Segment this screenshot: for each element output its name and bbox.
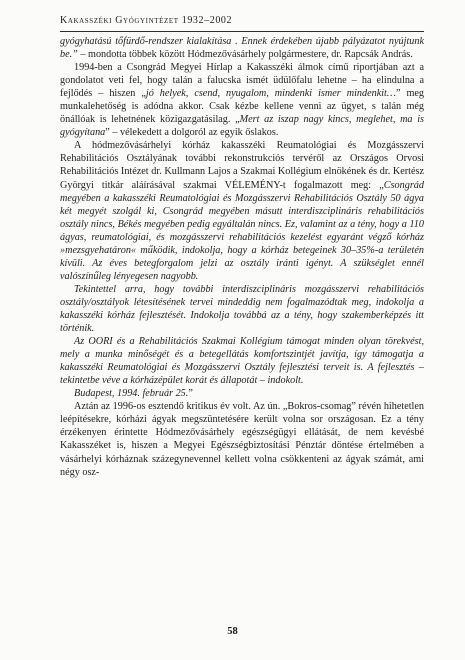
paragraph <box>60 335 424 387</box>
text-run: Aztán az 1996-os esztendő kritikus év volt. Az ún. „Bokros-csomag” révén hihetetlen leépítésekre, kórházi ágyak megszüntetésére került volna sor országosan. Ez a tény érzékenyen érintette Hódmezővásárhely egészségügyi ellátását, de nem kevésbé Kakasszéket is, hiszen a Megyei Egészségbiztosítási Pénztár döntése értelmében a vásárhelyi kórháznak százegynevennel kellett volna csökkenteni az ágyak számát, ami négy osz- <box>60 401 424 478</box>
italic-text: Tekintettel arra, hogy további interdiszciplináris mozgásszervi rehabilitációs osztály/osztályok létesítésének tervei mindeddig nem fogalmazódtak meg, indokolja a kakasszéki kórház fejlesztését. Indokolja továbbá az a tény, hogy szakemberképzés itt történik. <box>60 283 424 335</box>
paragraph <box>60 35 424 61</box>
text-run: A hódmezővásárhelyi kórház kakasszéki Reumatológiai és Mozgásszervi Rehabilitációs Osztályának további rekonstrukciós tervéről az Országos Orvosi Rehabilitációs Intézet dr. Kullmann Lajos a Szakmai Kollégium elnökének és dr. Kertész Györgyi titkár aláírásával szakmai VÉLEMÉNY-t fogalmazott meg: „ <box>60 140 424 191</box>
body-text <box>60 35 424 479</box>
text-run: ” <box>188 388 193 400</box>
italic-text: Mert az iszap nagy kincs, meglehet, ma is gyógyítana <box>60 114 424 139</box>
paragraph <box>60 400 424 478</box>
header-rule <box>60 31 424 32</box>
italic-text: Csongrád megyében a kakasszéki Reumatológiai és Mozgásszervi Rehabilitációs Osztály 50 ágya két megyét szolgál ki, Csongrád megyében másutt interdiszciplináris rehabilitációs osztály nincs, Békés megyében pedig egyáltalán nincs. Ez, valamint az a tény, hogy a 110 ágyas, reumatológiai, és mozgásszervi rehabilitációs kezelést egyaránt végző kórház »mezsgyehatáron« működik, indokolja, hogy a kórház betegeinek 30–35%-a területén kívüli. Az éves betegforgalom jelzi az osztály iránti igényt. A szükséglet ennél valószínűleg lényegesen nagyobb. <box>60 179 424 282</box>
text-run: ” meg munkalehetőség is adódna akkor. Csak kézbe kellene venni az ügyet, s talán még önállóak is lehetnének közigazgatásilag. „ <box>60 88 425 126</box>
text-run: – mondotta többek között Hódmezővásárhely polgármestere, dr. Rapcsák András. <box>80 49 413 61</box>
paragraph <box>60 387 424 400</box>
italic-text: gyógyhatású tőfürdő-rendszer kialakítása . Ennek érdekében újabb pályázatot nyújtunk be.” <box>60 36 424 61</box>
text-run: 1994-ben a Csongrád Megyei Hírlap a Kakasszéki álmok című riportjában azt a gondolatot veti fel, hogy talán a falucska ismét üdülőfalu lehetne – ha elindulna a fejlődés – hiszen „ <box>60 62 424 100</box>
page-number: 58 <box>227 626 238 637</box>
paragraph <box>60 61 424 139</box>
italic-text: Az OORI és a Rehabilitációs Szakmai Kollégium támogat minden olyan törekvést, mely a munka minőségét és a betegellátás komfortszintjét javítja, így támogatja a kakasszéki Reumatológiai és Mozgásszervi Osztály fejlesztési terveit is. A fejlesztés – tekintetbe véve a kórházépület korát és állapotát – indokolt. <box>60 336 424 387</box>
italic-text: Budapest, 1994. február 25. <box>74 388 189 400</box>
running-header: Kakasszéki Gyógyintézet 1932–2002 <box>60 15 233 26</box>
text-run: ” – vélekedett a dolgoról az egyik őslakos. <box>105 127 279 139</box>
paragraph <box>60 283 424 335</box>
italic-text: jó helyek, csend, nyugalom, mindenki ismer mindenkit… <box>145 88 396 100</box>
paragraph <box>60 139 424 283</box>
